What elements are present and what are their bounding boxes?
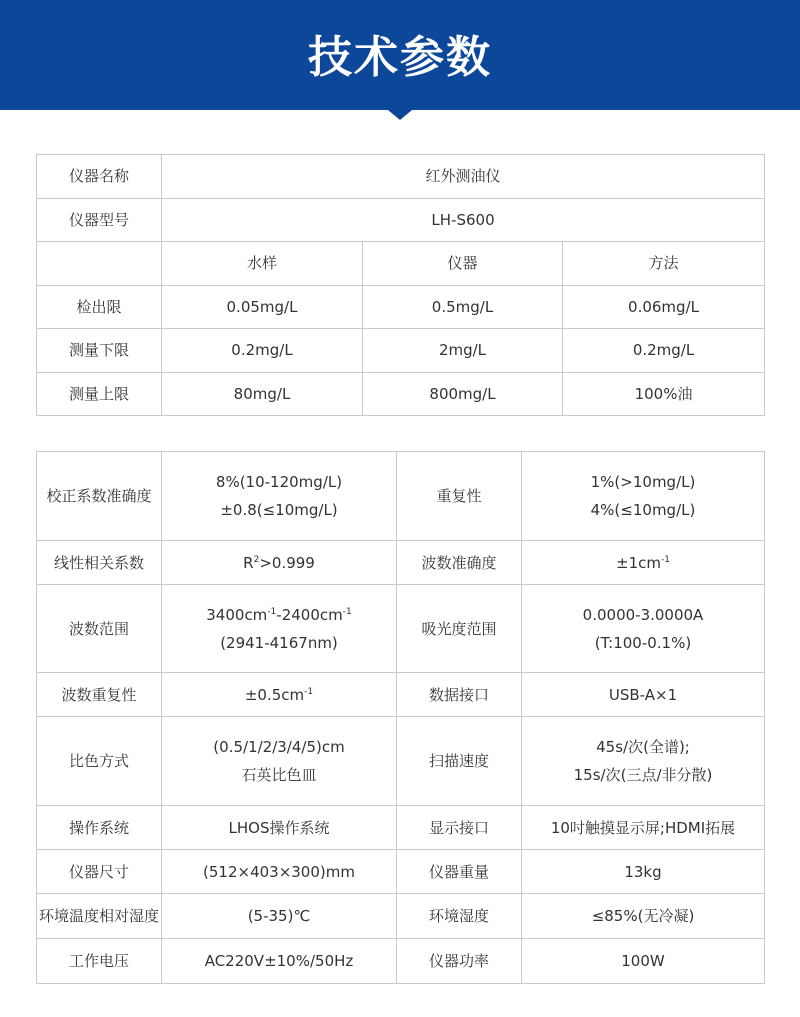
- spec-value: [522, 452, 765, 541]
- superscript: -1: [342, 606, 352, 617]
- instrument-model-value: LH-S600: [162, 198, 765, 242]
- table-row: [37, 372, 765, 416]
- spec-value: [162, 673, 397, 717]
- spec-label: 波数重复性: [37, 673, 162, 717]
- table-row: [37, 939, 765, 984]
- table-cell: 0.2mg/L: [563, 329, 765, 373]
- value-line: 石英比色皿: [241, 766, 317, 784]
- row-label: 测量下限: [37, 329, 162, 373]
- value-line: 1%(>10mg/L): [590, 473, 696, 491]
- spec-value: USB-A×1: [522, 673, 765, 717]
- spec-value: 100W: [522, 939, 765, 984]
- table-row: [37, 541, 765, 585]
- basic-info-table: [36, 154, 765, 416]
- spec-value: [162, 717, 397, 806]
- value-line: (2941-4167nm): [220, 633, 338, 652]
- table-row: [37, 285, 765, 329]
- table-header-row: [37, 242, 765, 286]
- instrument-name-value: 红外测油仪: [162, 155, 765, 199]
- table-row: [37, 585, 765, 673]
- column-header: 仪器: [363, 242, 563, 286]
- value-line: 0.0000-3.0000A: [582, 605, 704, 624]
- spec-label: 线性相关系数: [37, 541, 162, 585]
- superscript: -1: [267, 606, 277, 617]
- value-line: (0.5/1/2/3/4/5)cm: [213, 738, 345, 756]
- row-label: 仪器名称: [37, 155, 162, 199]
- table-cell: 100%油: [563, 372, 765, 416]
- header-banner: [0, 0, 800, 110]
- spec-label: 环境温度相对湿度: [37, 894, 162, 939]
- superscript: 2: [253, 554, 260, 565]
- column-header: 方法: [563, 242, 765, 286]
- empty-header-cell: [37, 242, 162, 286]
- value-text: R: [243, 553, 254, 572]
- value-text: >0.999: [259, 553, 315, 572]
- spec-label: 仪器功率: [397, 939, 522, 984]
- value-line: 8%(10-120mg/L): [215, 473, 343, 491]
- spec-label: 显示接口: [397, 806, 522, 850]
- table-row: [37, 155, 765, 199]
- table-cell: 80mg/L: [162, 372, 363, 416]
- banner-arrow-indicator: [388, 110, 412, 120]
- row-label: 仪器型号: [37, 198, 162, 242]
- value-text: -2400cm: [276, 605, 343, 624]
- spec-value: [162, 585, 397, 673]
- spec-label: 环境湿度: [397, 894, 522, 939]
- table-row: [37, 329, 765, 373]
- spec-label: 吸光度范围: [397, 585, 522, 673]
- value-text: ±1cm: [616, 553, 661, 572]
- table-cell: 0.5mg/L: [363, 285, 563, 329]
- spec-label: 波数准确度: [397, 541, 522, 585]
- column-header: 水样: [162, 242, 363, 286]
- spec-label: 扫描速度: [397, 717, 522, 806]
- value-line: (T:100-0.1%): [594, 633, 692, 652]
- spec-value: ≤85%(无冷凝): [522, 894, 765, 939]
- table-cell: 0.2mg/L: [162, 329, 363, 373]
- spec-label: 重复性: [397, 452, 522, 541]
- value-line: [162, 601, 396, 629]
- table-row: [37, 850, 765, 894]
- table-row: [37, 806, 765, 850]
- table-cell: 0.05mg/L: [162, 285, 363, 329]
- superscript: -1: [661, 554, 670, 565]
- spec-label: 比色方式: [37, 717, 162, 806]
- spec-value: 10吋触摸显示屏;HDMI拓展: [522, 806, 765, 850]
- spec-label: 数据接口: [397, 673, 522, 717]
- table-cell: 0.06mg/L: [563, 285, 765, 329]
- spec-label: 校正系数准确度: [37, 452, 162, 541]
- spec-value: [522, 585, 765, 673]
- spec-value: AC220V±10%/50Hz: [162, 939, 397, 984]
- spec-label: 仪器尺寸: [37, 850, 162, 894]
- spec-value: LHOS操作系统: [162, 806, 397, 850]
- value-line: 15s/次(三点/非分散): [573, 766, 713, 784]
- spec-label: 波数范围: [37, 585, 162, 673]
- spec-label: 操作系统: [37, 806, 162, 850]
- spec-value: (512×403×300)mm: [162, 850, 397, 894]
- value-line: 45s/次(全谱);: [596, 738, 690, 756]
- row-label: 检出限: [37, 285, 162, 329]
- table-cell: 800mg/L: [363, 372, 563, 416]
- value-text: 3400cm: [206, 605, 268, 624]
- table-row: [37, 717, 765, 806]
- value-line: ±0.8(≤10mg/L): [220, 501, 338, 519]
- page-title: 技术参数: [308, 32, 492, 83]
- table-row: [37, 894, 765, 939]
- spec-value: (5-35)℃: [162, 894, 397, 939]
- spec-value: [522, 541, 765, 585]
- table-cell: 2mg/L: [363, 329, 563, 373]
- spec-label: 工作电压: [37, 939, 162, 984]
- spec-value: [522, 717, 765, 806]
- spec-value: [162, 452, 397, 541]
- table-row: [37, 198, 765, 242]
- table-row: [37, 452, 765, 541]
- table-row: [37, 673, 765, 717]
- spec-value: 13kg: [522, 850, 765, 894]
- value-text: ±0.5cm: [244, 685, 305, 704]
- spec-value: [162, 541, 397, 585]
- value-line: 4%(≤10mg/L): [590, 501, 696, 519]
- row-label: 测量上限: [37, 372, 162, 416]
- specifications-table: [36, 451, 765, 984]
- superscript: -1: [304, 686, 314, 697]
- spec-label: 仪器重量: [397, 850, 522, 894]
